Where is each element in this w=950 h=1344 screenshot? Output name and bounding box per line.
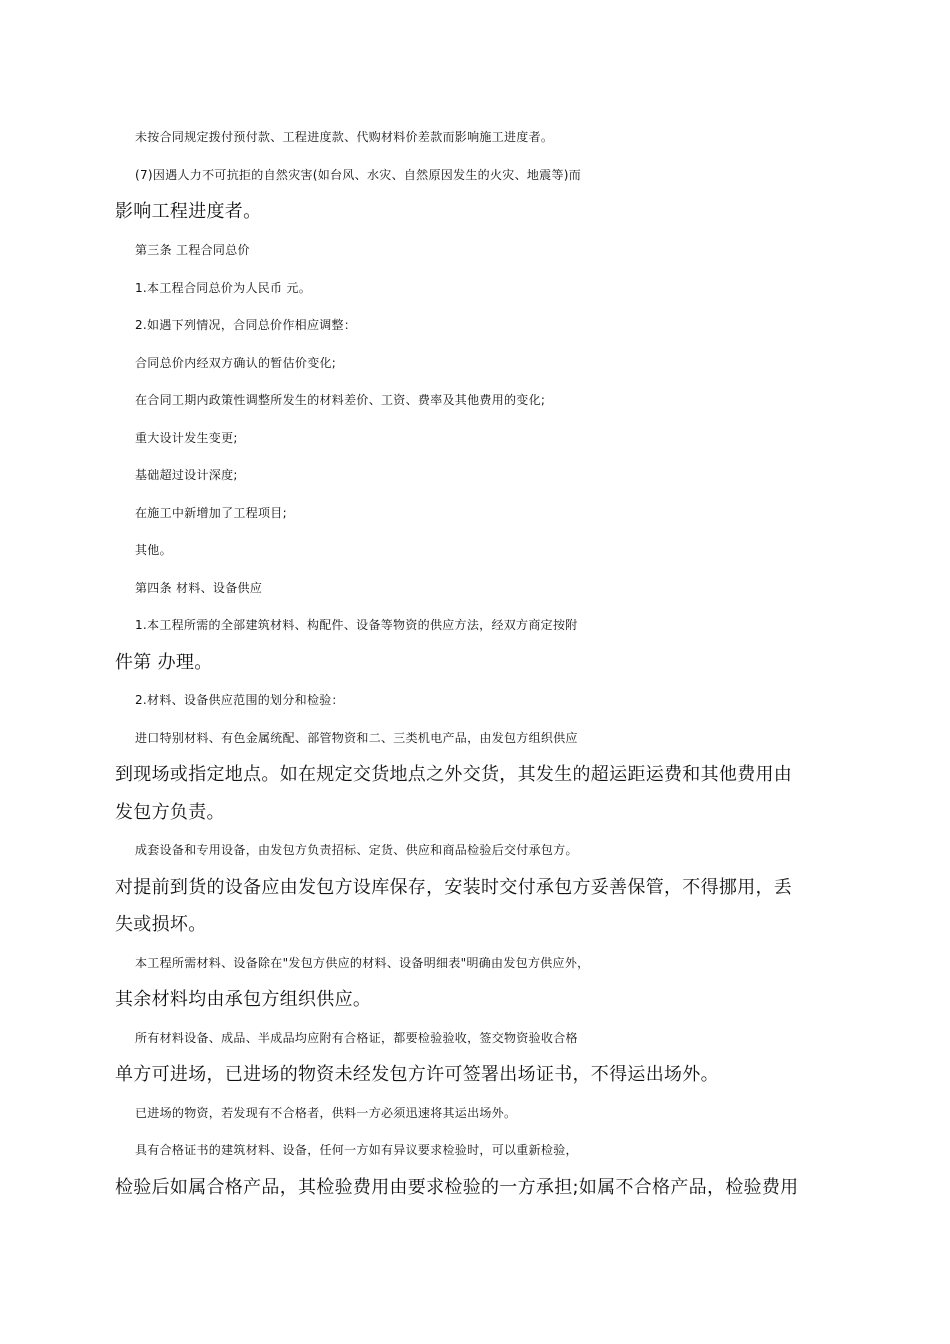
text-line: 2.如遇下列情况，合同总价作相应调整： (135, 318, 357, 332)
text-line: 具有合格证书的建筑材料、设备，任何一方如有异议要求检验时，可以重新检验， (135, 1143, 578, 1157)
text-line: 检验后如属合格产品，其检验费用由要求检验的一方承担;如属不合格产品，检验费用 (115, 1177, 799, 1198)
text-line: 基础超过设计深度; (135, 468, 238, 482)
text-line: 2.材料、设备供应范围的划分和检验： (135, 693, 344, 707)
text-line: 影响工程进度者。 (115, 201, 262, 222)
text-line: 所有材料设备、成品、半成品均应附有合格证，都要检验验收，签交物资验收合格 (135, 1031, 578, 1045)
text-line: 对提前到货的设备应由发包方设库保存，安装时交付承包方妥善保管，不得挪用，丢 (115, 877, 793, 898)
text-line: 在施工中新增加了工程项目; (135, 506, 287, 520)
text-line: 成套设备和专用设备，由发包方负责招标、定货、供应和商品检验后交付承包方。 (135, 843, 578, 857)
section-heading: 第三条 工程合同总价 (135, 243, 250, 257)
text-line: 发包方负责。 (115, 802, 225, 823)
text-line: 单方可进场，已进场的物资未经发包方许可签署出场证书，不得运出场外。 (115, 1064, 719, 1085)
section-heading: 第四条 材料、设备供应 (135, 581, 263, 595)
text-line: 未按合同规定拨付预付款、工程进度款、代购材料价差款而影响施工进度者。 (135, 130, 554, 144)
text-line: 1.本工程所需的全部建筑材料、构配件、设备等物资的供应方法，经双方商定按附 (135, 618, 578, 632)
text-line: (7)因遇人力不可抗拒的自然灾害(如台风、水灾、自然原因发生的火灾、地震等)而 (135, 168, 582, 182)
text-line: 其他。 (135, 543, 172, 557)
text-line: 到现场或指定地点。如在规定交货地点之外交货，其发生的超运距运费和其他费用由 (115, 764, 793, 785)
text-line: 已进场的物资，若发现有不合格者，供料一方必须迅速将其运出场外。 (135, 1106, 517, 1120)
text-line: 在合同工期内政策性调整所发生的材料差价、工资、费率及其他费用的变化; (135, 393, 546, 407)
text-line: 合同总价内经双方确认的暂估价变化; (135, 356, 337, 370)
text-line: 件第 办理。 (115, 652, 213, 673)
text-line: 进口特别材料、有色金属统配、部管物资和二、三类机电产品，由发包方组织供应 (135, 731, 578, 745)
text-line: 其余材料均由承包方组织供应。 (115, 989, 372, 1010)
text-line: 1.本工程合同总价为人民币 元。 (135, 281, 312, 295)
text-line: 重大设计发生变更; (135, 431, 238, 445)
text-line: 本工程所需材料、设备除在"发包方供应的材料、设备明细表"明确由发包方供应外， (135, 956, 590, 970)
text-line: 失或损坏。 (115, 914, 207, 935)
